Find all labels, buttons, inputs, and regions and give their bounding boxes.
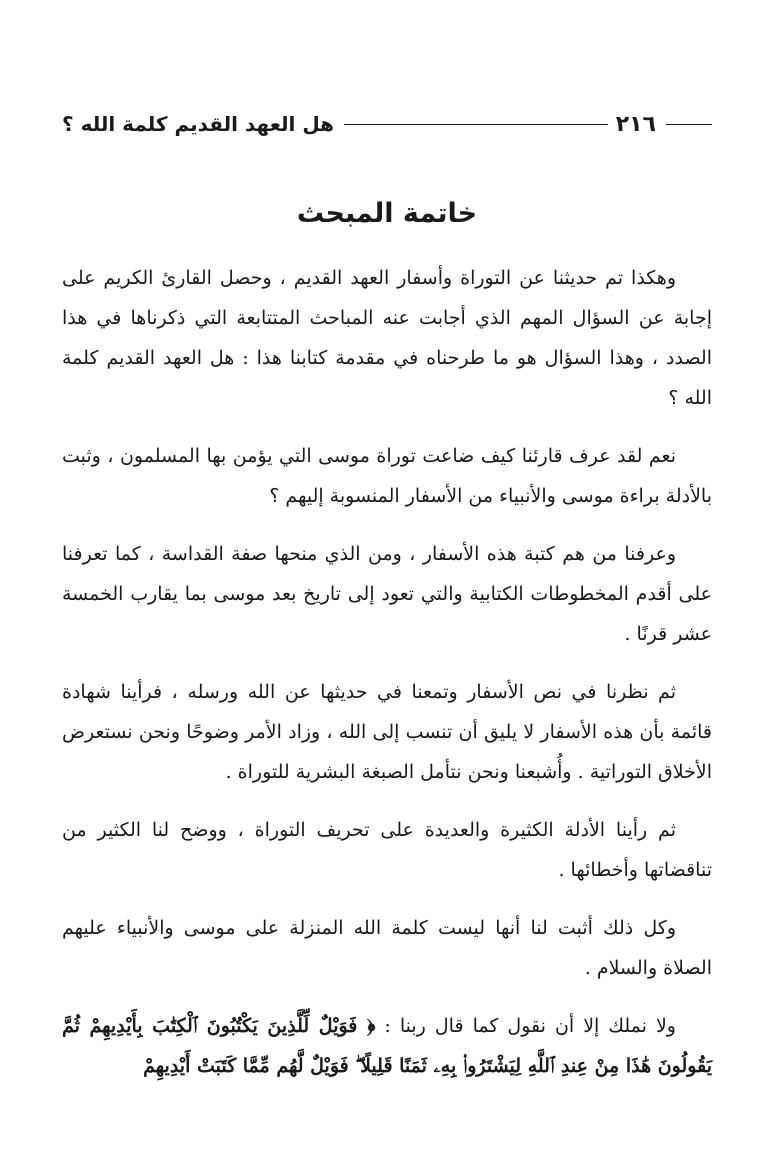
paragraph: نعم لقد عرف قارئنا كيف ضاعت توراة موسى التي يؤمن بها المسلمون ، وثبت بالأدلة براءة موسى والأنبياء من الأسفار المنسوبة إليهم ؟ [62, 445, 712, 507]
paragraph: ثم رأينا الأدلة الكثيرة والعديدة على تحريف التوراة ، ووضح لنا الكثير من تناقضاتها وأخطائها . [62, 819, 712, 881]
body-text [62, 258, 712, 1104]
quran-verse: ﴿ فَوَيْلٌ لِّلَّذِينَ يَكْتُبُونَ ٱلْكِتَٰبَ بِأَيْدِيهِمْ ثُمَّ يَقُولُونَ هَٰذَا مِنْ عِندِ ٱللَّهِ لِيَشْتَرُوا۟ بِهِۦ ثَمَنًا قَلِيلًا ۖ فَوَيْلٌ لَّهُم مِّمَّا كَتَبَتْ أَيْدِيهِمْ [62, 1015, 712, 1077]
paragraph: ثم نظرنا في نص الأسفار وتمعنا في حديثها عن الله ورسله ، فرأينا شهادة قائمة بأن هذه الأسفار لا يليق أن تنسب إلى الله ، وزاد الأمر وضوحًا ونحن نستعرض الأخلاق التوراتية . وأُشبعنا ونحن نتأمل الصبغة البشرية للتوراة . [62, 681, 712, 783]
section-title: خاتمة المبحث [296, 198, 478, 229]
paragraph: وكل ذلك أثبت لنا أنها ليست كلمة الله المنزلة على موسى والأنبياء عليهم الصلاة والسلام . [62, 917, 712, 979]
paragraph: وهكذا تم حديثنا عن التوراة وأسفار العهد القديم ، وحصل القارئ الكريم على إجابة عن السؤال المهم الذي أجابت عنه المباحث المتتابعة التي ذكرناها في هذا الصدد ، وهذا السؤال هو ما طرحناه في مقدمة كتابنا هذا : هل العهد القديم كلمة الله ؟ [62, 267, 712, 409]
closing-intro: ولا نملك إلا أن نقول كما قال ربنا : [375, 1015, 676, 1037]
running-header [62, 104, 712, 144]
book-title: هل العهد القديم كلمة الله ؟ [62, 112, 335, 136]
header-rule-short [666, 124, 712, 125]
closing-paragraph [62, 1006, 712, 1086]
paragraph: وعرفنا من هم كتبة هذه الأسفار ، ومن الذي منحها صفة القداسة ، كما تعرفنا على أقدم المخطوطات الكتابية والتي تعود إلى تاريخ بعد موسى بما يقارب الخمسة عشر قرنًا . [62, 543, 712, 645]
header-rule-long [344, 124, 608, 125]
page-number: ٢١٦ [615, 111, 656, 137]
